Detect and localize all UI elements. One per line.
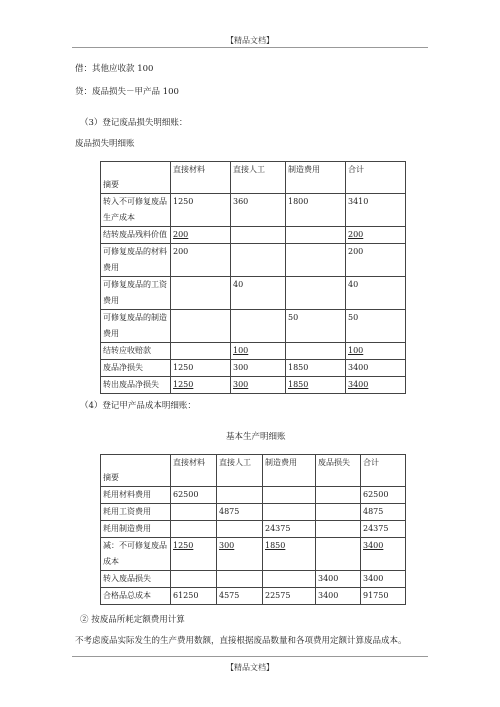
row-label: 转入废品损失 [101,571,171,588]
row-label: 耗用制造费用 [101,521,171,538]
table-row [101,571,406,588]
cell: 1250 [171,360,231,377]
table-row [101,360,406,377]
cell: 300 [217,538,263,571]
cell [286,343,346,360]
col-header-labor: 直接人工 [231,162,286,194]
row-label: 废品净损失 [101,360,171,377]
cell [171,571,217,588]
cell: 24375 [361,521,406,538]
table-row [101,487,406,504]
cell: 1250 [171,377,231,394]
row-label: 结转废品残料价值 [101,227,171,244]
table-row [101,227,406,244]
row-label: 可修复废品的材料费用 [101,244,171,277]
table-row [101,310,406,343]
credit-entry: 贷：废品损失－甲产品 100 [75,87,179,97]
table-row [101,194,406,227]
cell: 1850 [263,538,316,571]
cell [286,277,346,310]
cell: 3400 [346,360,406,377]
row-label: 耗用工资费用 [101,504,171,521]
col-header-overhead: 制造费用 [286,162,346,194]
cell: 100 [231,343,286,360]
cell: 62500 [361,487,406,504]
cell: 3400 [316,588,361,605]
cell [316,538,361,571]
cell: 1850 [286,360,346,377]
cell: 300 [231,360,286,377]
row-label: 合格品总成本 [101,588,171,605]
cell: 1250 [171,538,217,571]
cell [263,487,316,504]
cell [286,227,346,244]
table-row [101,343,406,360]
cell [171,521,217,538]
cell: 61250 [171,588,217,605]
section-b-text: 不考虑废品实际发生的生产费用数额，直接根据废品数量和各项费用定额计算废品成本。 [75,636,407,646]
cell [171,277,231,310]
section4-table-title: 基本生产明细账 [226,432,286,442]
section-b-heading: ② 按废品所耗定额费用计算 [80,615,185,625]
cell: 4575 [217,588,263,605]
cell [316,487,361,504]
table-row [101,244,406,277]
section4-heading: （4）登记甲产品成本明细账： [80,401,196,411]
cell: 3400 [316,571,361,588]
section3-heading: （3）登记废品损失明细账： [80,118,188,128]
cell: 22575 [263,588,316,605]
cell: 4875 [361,504,406,521]
cell [316,521,361,538]
col-header-summary: 摘要 [101,162,171,194]
col-header-total: 合计 [361,455,406,487]
cell: 50 [286,310,346,343]
cell [286,244,346,277]
cell [171,343,231,360]
section3-table-title: 废品损失明细账 [75,139,135,149]
cell: 1850 [286,377,346,394]
table-header-row [101,455,406,487]
row-label: 可修复废品的工资费用 [101,277,171,310]
row-label: 转入不可修复废品生产成本 [101,194,171,227]
cell [316,504,361,521]
cell: 200 [346,227,406,244]
cell: 200 [346,244,406,277]
cell [231,227,286,244]
cell: 360 [231,194,286,227]
row-label: 减：不可修复废品成本 [101,538,171,571]
cell [217,571,263,588]
row-label: 可修复废品的制造费用 [101,310,171,343]
page-header: 【精品文档】 [226,36,274,45]
cell: 200 [171,244,231,277]
col-header-overhead: 制造费用 [263,455,316,487]
cell: 300 [231,377,286,394]
cell [217,487,263,504]
footer-rule [72,656,428,657]
col-header-total: 合计 [346,162,406,194]
cell [263,571,316,588]
cell: 40 [231,277,286,310]
table-header-row [101,162,406,194]
header-rule [72,47,428,48]
cell: 24375 [263,521,316,538]
col-header-material: 直接材料 [171,162,231,194]
cell: 91750 [361,588,406,605]
row-label: 耗用材料费用 [101,487,171,504]
cell: 50 [346,310,406,343]
cell: 200 [171,227,231,244]
cell: 40 [346,277,406,310]
col-header-labor: 直接人工 [217,455,263,487]
table-row [101,538,406,571]
table-row [101,277,406,310]
production-ledger-table [100,454,406,605]
table-row [101,521,406,538]
table-row [101,504,406,521]
col-header-material: 直接材料 [171,455,217,487]
cell: 62500 [171,487,217,504]
cell: 4875 [217,504,263,521]
col-header-scrap-loss: 废品损失 [316,455,361,487]
cell: 3400 [361,538,406,571]
cell: 3400 [361,571,406,588]
col-header-summary: 摘要 [101,455,171,487]
debit-entry: 借：其他应收款 100 [75,64,154,74]
cell [231,310,286,343]
row-label: 结转应收赔款 [101,343,171,360]
cell: 3410 [346,194,406,227]
cell: 1250 [171,194,231,227]
row-label: 转出废品净损失 [101,377,171,394]
cell: 100 [346,343,406,360]
cell: 1800 [286,194,346,227]
page-footer: 【精品文档】 [226,663,274,672]
cell [171,504,217,521]
cell [171,310,231,343]
table-row [101,588,406,605]
table-row [101,377,406,394]
cell [217,521,263,538]
cell [263,504,316,521]
cell [231,244,286,277]
scrap-loss-ledger-table [100,161,406,394]
cell: 3400 [346,377,406,394]
